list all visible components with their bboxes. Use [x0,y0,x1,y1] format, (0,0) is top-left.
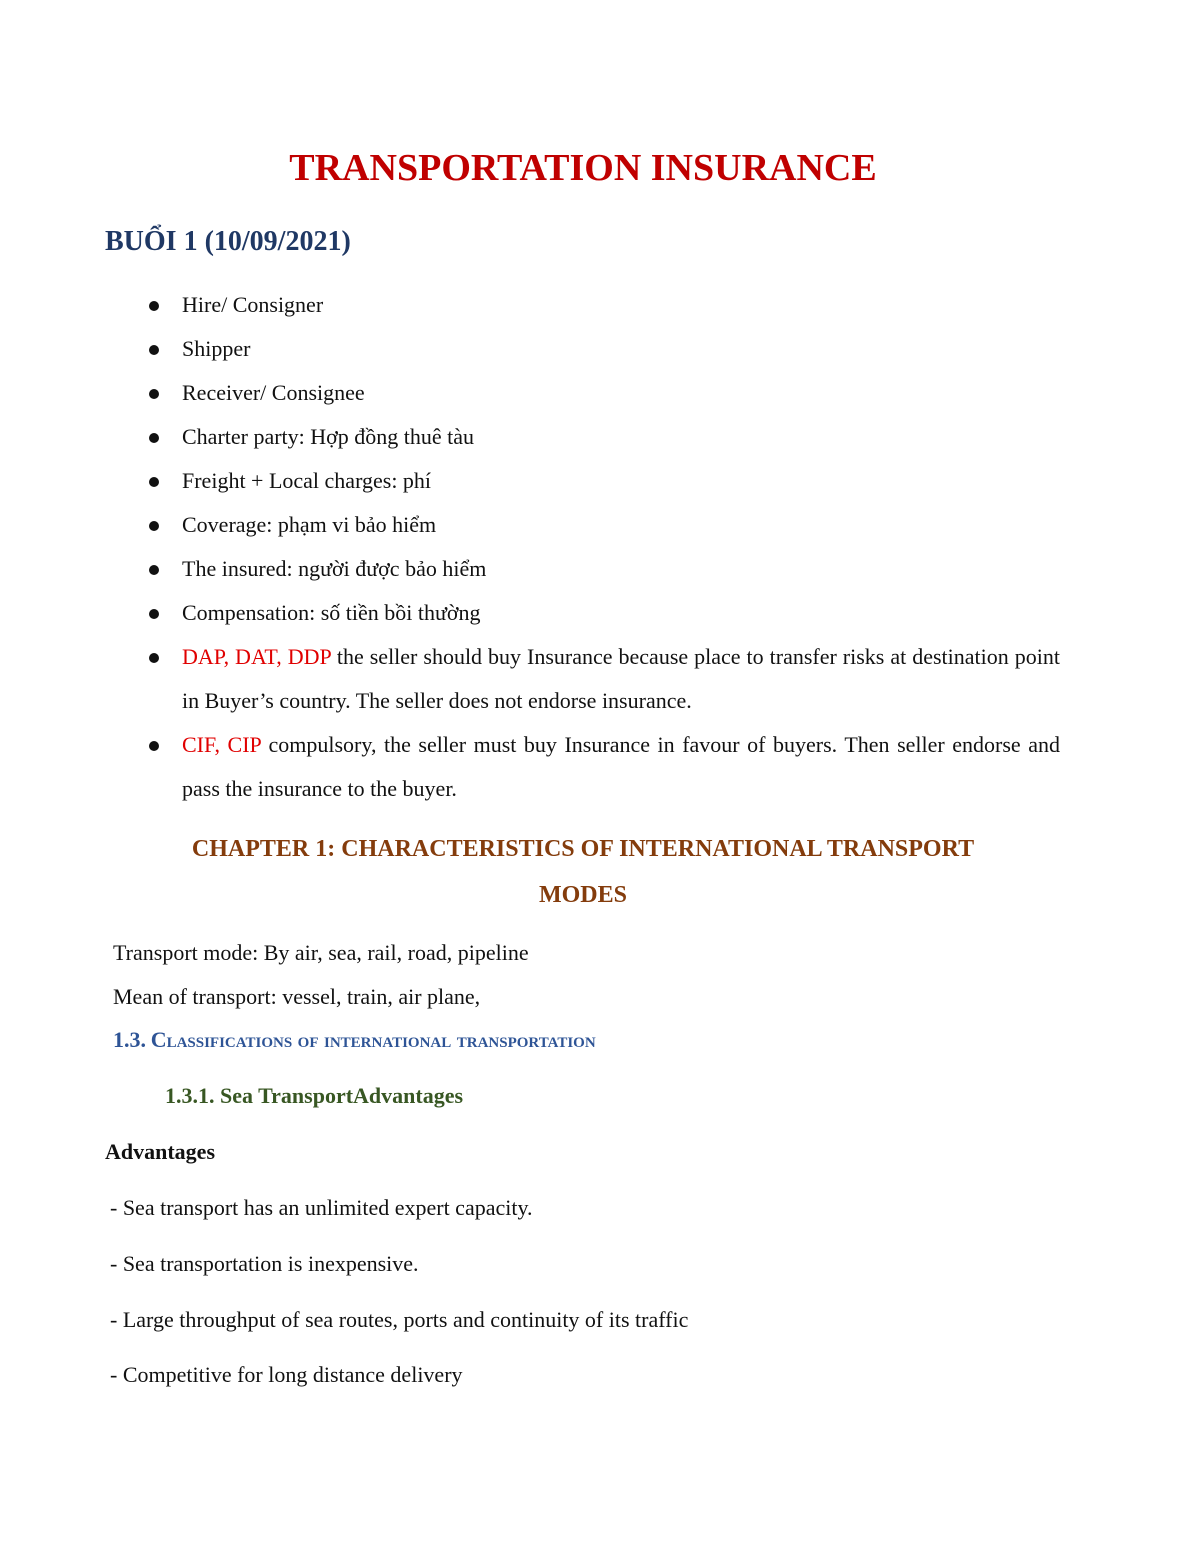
list-item [0,415,1200,459]
section-number: 1.3. [113,1027,146,1052]
list-item [0,327,1200,371]
list-item [0,371,1200,415]
mean-of-transport-text: Mean of transport: vessel, train, air plane, [113,984,481,1009]
bullet-icon [149,345,159,355]
bullet-icon [149,433,159,443]
list-item [0,503,1200,547]
bullet-icon [149,389,159,399]
chapter-heading-line-2: MODES [538,882,627,908]
bullet-icon [149,521,159,531]
chapter-heading-line-1: CHAPTER 1: CHARACTERISTICS OF INTERNATIONAL TRANSPORT [191,836,975,862]
terms-list [0,283,1200,811]
advantage-item: - Large throughput of sea routes, ports and continuity of its traffic [110,1307,689,1332]
red-term: DAP, DAT, DDP [182,644,331,669]
list-item-text: Coverage: phạm vi bảo hiểm [182,512,437,537]
transport-mode-text: Transport mode: By air, sea, rail, road, pipeline [113,940,529,965]
list-item-text: Charter party: Hợp đồng thuê tàu [182,424,475,449]
list-item [0,591,1200,635]
section-1-3-1-heading: 1.3.1. Sea TransportAdvantages [165,1083,464,1108]
chapter-heading [0,826,1166,918]
bullet-icon [149,565,159,575]
session-heading: BUỔI 1 (10/09/2021) [105,226,351,257]
section-1-3-heading [113,1027,596,1053]
list-item-text: The insured: người được bảo hiểm [182,556,487,581]
list-item-text: Compensation: số tiền bồi thường [182,600,481,625]
advantage-item: - Sea transportation is inexpensive. [110,1251,419,1276]
bullet-icon [149,609,159,619]
list-item-text: Shipper [182,336,251,361]
document-title: TRANSPORTATION INSURANCE [289,147,877,189]
list-item [0,459,1200,503]
advantages-heading: Advantages [105,1139,216,1164]
bullet-icon [149,653,159,663]
list-item-text: the seller should buy Insurance because place to transfer risks at destination point in Buyer’s country. The seller does not endorse insurance. [182,644,1060,713]
list-item [0,635,1200,723]
bullet-icon [149,477,159,487]
advantage-item: - Sea transport has an unlimited expert capacity. [110,1195,533,1220]
section-title: Classifications of international transportation [150,1027,596,1052]
list-item-text: Freight + Local charges: phí [182,468,432,493]
advantage-item: - Competitive for long distance delivery [110,1362,463,1387]
list-item-text: Receiver/ Consignee [182,380,365,405]
bullet-icon [149,301,159,311]
red-term: CIF, CIP [182,732,261,757]
list-item [0,283,1200,327]
list-item [0,547,1200,591]
list-item-text: compulsory, the seller must buy Insurance in favour of buyers. Then seller endorse and pass the insurance to the buyer. [182,732,1060,801]
bullet-icon [149,741,159,751]
list-item-text: Hire/ Consigner [182,292,324,317]
list-item [0,723,1200,811]
